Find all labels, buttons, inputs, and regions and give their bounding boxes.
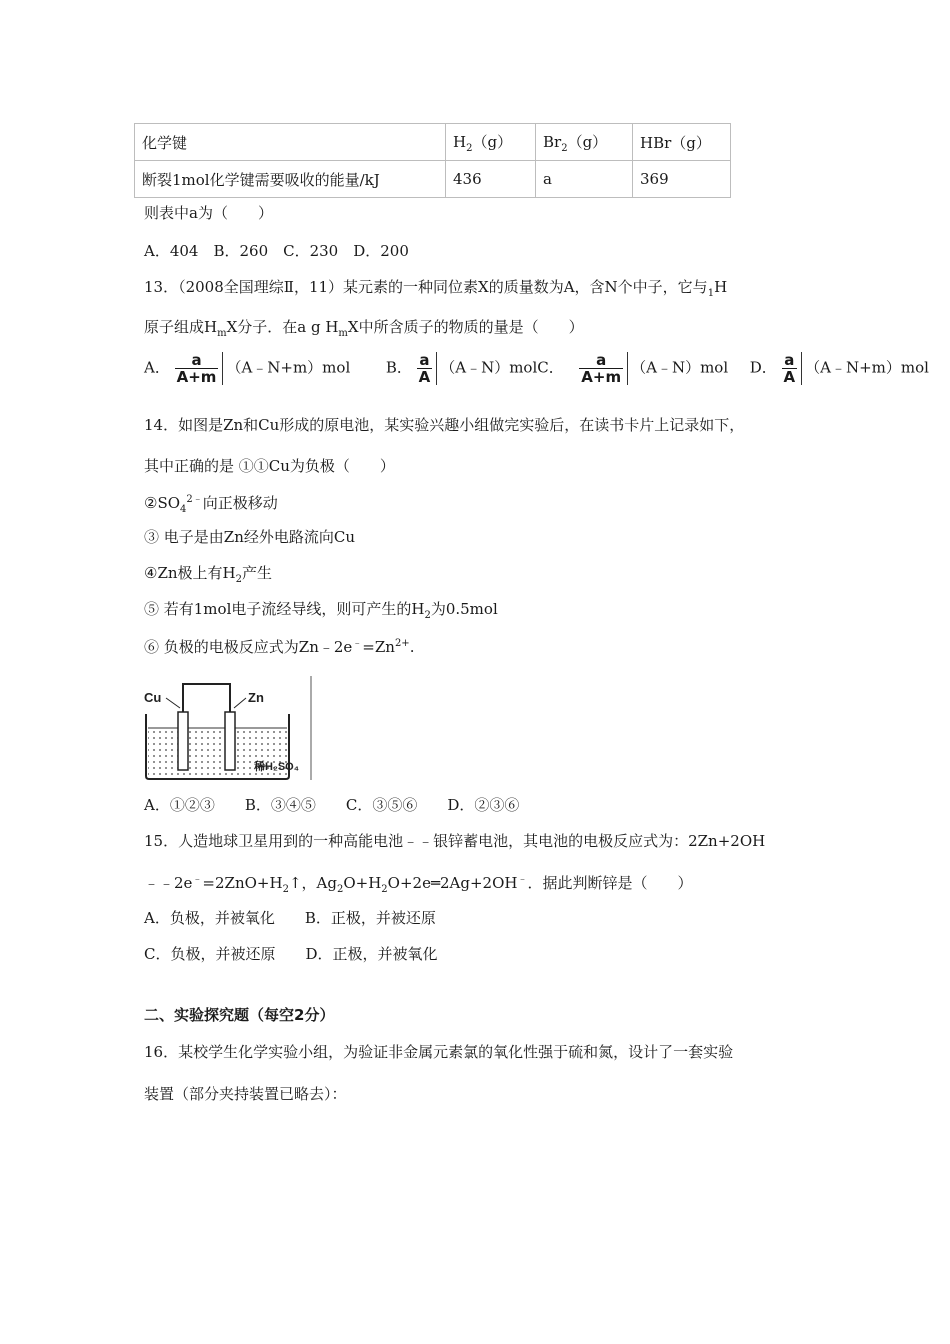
subscript: 2 xyxy=(466,142,473,154)
cu-electrode xyxy=(178,712,188,770)
numerator: a xyxy=(579,352,623,369)
q16-line1: 16．某校学生化学实验小组，为验证非金属元素氯的氧化性强于硫和氮，设计了一套实验 xyxy=(144,1043,734,1061)
subscript: 4 xyxy=(180,504,187,515)
denominator: A+m xyxy=(581,368,622,386)
q12-stem: 则表中a为（ ） xyxy=(144,204,273,222)
superscript: 2﹣ xyxy=(186,494,203,505)
superscript: ﹣ xyxy=(192,874,203,885)
section-title: 二、实验探究题（每空2分） xyxy=(144,1006,335,1024)
table-header-cell: 化学键 xyxy=(135,124,446,161)
option-text: （A﹣N）molC． xyxy=(440,358,564,377)
option-label: D． xyxy=(749,358,777,377)
subscript: 2 xyxy=(424,610,431,621)
q13-options xyxy=(144,352,929,385)
text: X分子．在a g H xyxy=(226,318,339,336)
fraction xyxy=(579,352,628,385)
option-text: （A﹣N+m）mol xyxy=(226,358,351,377)
subscript: m xyxy=(338,328,348,339)
q14-line2: 其中正确的是 ①①Cu为负极（ ） xyxy=(144,457,395,475)
state-label: （g） xyxy=(567,132,608,151)
table-header-cell xyxy=(536,124,633,161)
cu-label: Cu xyxy=(144,690,162,705)
acid-label: 稀H₂SO₄ xyxy=(254,761,299,773)
q14-options: A．①②③ B．③④⑤ C．③⑤⑥ D．②③⑥ xyxy=(144,796,520,814)
denominator: A+m xyxy=(176,368,217,386)
text: ．据此判断锌是（ ） xyxy=(527,874,693,892)
q12-options: A．404 B．260 C．230 D．200 xyxy=(144,242,409,260)
galvanic-cell-figure xyxy=(140,676,315,782)
subscript: 2 xyxy=(235,574,242,585)
text: 原子组成H xyxy=(144,318,218,336)
table-cell: 断裂1mol化学键需要吸收的能量/kJ xyxy=(135,161,446,198)
zn-electrode xyxy=(225,712,235,770)
q14-item5 xyxy=(144,598,498,621)
subscript: 1 xyxy=(707,288,715,299)
table-header-row xyxy=(135,124,731,161)
text: ﹣﹣2e xyxy=(144,874,193,892)
numerator: a xyxy=(782,352,798,369)
text: H xyxy=(714,278,728,296)
text: =Zn xyxy=(362,638,395,656)
q15-line2 xyxy=(144,870,692,895)
q14-item3: ③ 电子是由Zn经外电路流向Cu xyxy=(144,528,355,546)
text: O+H xyxy=(343,874,382,892)
text: =2ZnO+H xyxy=(202,874,283,892)
table-cell: 436 xyxy=(446,161,536,198)
cu-pointer xyxy=(166,698,180,708)
br2-label: Br xyxy=(543,132,562,151)
subscript: 2 xyxy=(336,884,344,895)
table-cell: a xyxy=(536,161,633,198)
q15-options-cd: C．负极，并被还原 D．正极，并被氧化 xyxy=(144,945,438,963)
text: 向正极移动 xyxy=(202,494,278,512)
state-label: （g） xyxy=(472,132,513,151)
subscript: m xyxy=(217,328,227,339)
denominator: A xyxy=(418,368,431,386)
q16-line2: 装置（部分夹持装置已略去）： xyxy=(144,1085,347,1103)
table-header-cell: HBr（g） xyxy=(633,124,731,161)
table-header-cell xyxy=(446,124,536,161)
text: ⑤ 若有1mol电子流经导线，则可产生的H xyxy=(144,600,425,618)
h2-label: H xyxy=(453,132,467,151)
text: X中所含质子的物质的量是（ ） xyxy=(347,318,584,336)
text: O+2e═2Ag+2OH xyxy=(387,874,518,892)
text: ⑥ 负极的电极反应式为Zn﹣2e xyxy=(144,638,353,656)
table-cell: 369 xyxy=(633,161,731,198)
fraction xyxy=(782,352,803,385)
text: ②SO xyxy=(144,494,181,512)
zn-pointer xyxy=(234,698,246,708)
denominator: A xyxy=(783,368,796,386)
superscript: ﹣ xyxy=(352,638,363,649)
fraction xyxy=(417,352,438,385)
q14-item2 xyxy=(144,490,278,515)
superscript: 2+ xyxy=(394,638,410,649)
text: . xyxy=(409,638,415,656)
subscript: 2 xyxy=(381,884,388,895)
q15-line1: 15．人造地球卫星用到的一种高能电池﹣﹣银锌蓄电池，其电池的电极反应式为：2Zn+2OH xyxy=(144,832,766,850)
zn-label: Zn xyxy=(248,690,264,705)
option-text: （A﹣N）mol xyxy=(631,358,729,377)
q15-options-ab: A．负极，并被氧化 B．正极，并被还原 xyxy=(144,909,436,927)
subscript: 2 xyxy=(282,884,289,895)
text: 产生 xyxy=(242,564,273,582)
q14-item6 xyxy=(144,634,414,657)
bond-energy-table xyxy=(134,123,731,198)
superscript: ﹣ xyxy=(517,874,528,885)
option-text: （A﹣N+m）mol xyxy=(805,358,929,377)
text: ④Zn极上有H xyxy=(144,564,236,582)
text: ↑，Ag xyxy=(288,874,337,892)
option-label: A． xyxy=(144,358,170,377)
text: 13．（2008全国理综Ⅱ，11）某元素的一种同位素X的质量数为A，含N个中子，它与 xyxy=(144,278,708,296)
text: 为0.5mol xyxy=(430,600,498,618)
q14-line1: 14．如图是Zn和Cu形成的原电池，某实验兴趣小组做完实验后，在读书卡片上记录如下， xyxy=(144,416,745,434)
q13-line1 xyxy=(144,276,727,299)
subscript: 2 xyxy=(561,142,568,154)
numerator: a xyxy=(417,352,433,369)
q13-line2 xyxy=(144,316,584,339)
option-label: B． xyxy=(385,358,412,377)
fraction xyxy=(175,352,224,385)
table-row xyxy=(135,161,731,198)
wire xyxy=(183,684,230,712)
q14-item4 xyxy=(144,562,272,585)
numerator: a xyxy=(175,352,219,369)
